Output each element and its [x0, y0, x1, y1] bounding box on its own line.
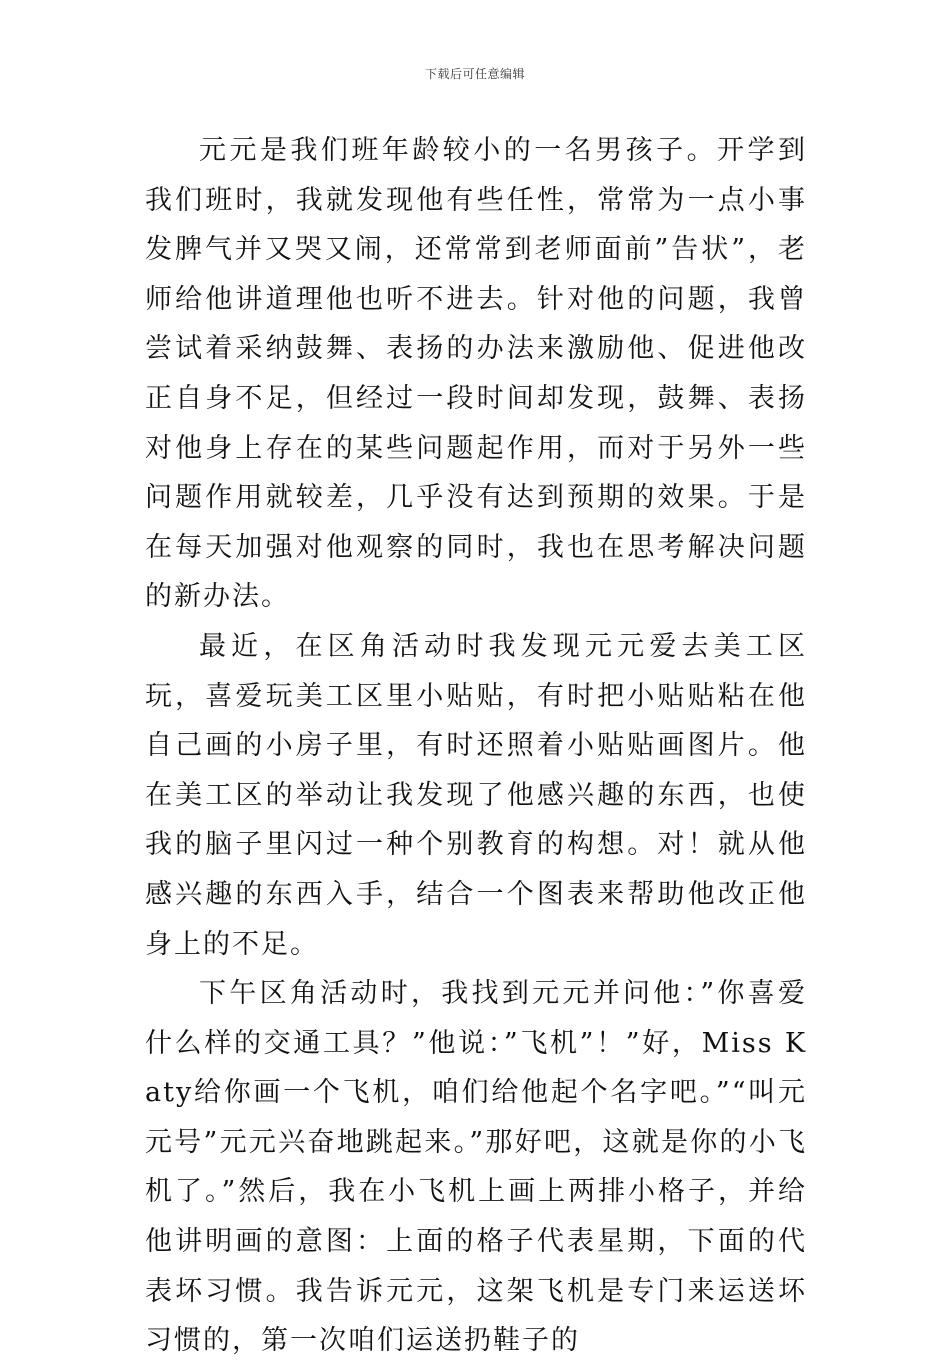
document-body — [145, 126, 807, 1366]
page-header: 下载后可任意编辑 — [424, 67, 525, 81]
paragraph-3: 下午区角活动时，我找到元元并问他：”你喜爱什么样的交通工具？”他说：”飞机”！”好，Miss Katy给你画一个飞机，咱们给他起个名字吧。”“叫元元号”元元兴奋地跳起来。”那好吧，这就是你的小飞机了。”然后，我在小飞机上画上两排小格子，并给他讲明画的意图：上面的格子代表星期，下面的代表坏习惯。我告诉元元，这架飞机是专门来运送坏习惯的，第一次咱们运送扔鞋子的 — [145, 978, 807, 1357]
paragraph-2: 最近，在区角活动时我发现元元爱去美工区玩，喜爱玩美工区里小贴贴，有时把小贴贴粘在他自己画的小房子里，有时还照着小贴贴画图片。他在美工区的举动让我发现了他感兴趣的东西，也使我的脑子里闪过一种个别教育的构想。对！就从他感兴趣的东西入手，结合一个图表来帮助他改正他身上的不足。 — [145, 630, 807, 960]
paragraph-1: 元元是我们班年龄较小的一名男孩子。开学到我们班时，我就发现他有些任性，常常为一点小事发脾气并又哭又闹，还常常到老师面前”告状”，老师给他讲道理他也听不进去。针对他的问题，我曾尝试着采纳鼓舞、表扬的办法来激励他、促进他改正自身不足，但经过一段时间却发现，鼓舞、表扬对他身上存在的某些问题起作用，而对于另外一些问题作用就较差，几乎没有达到预期的效果。于是在每天加强对他观察的同时，我也在思考解决问题的新办法。 — [145, 135, 807, 613]
